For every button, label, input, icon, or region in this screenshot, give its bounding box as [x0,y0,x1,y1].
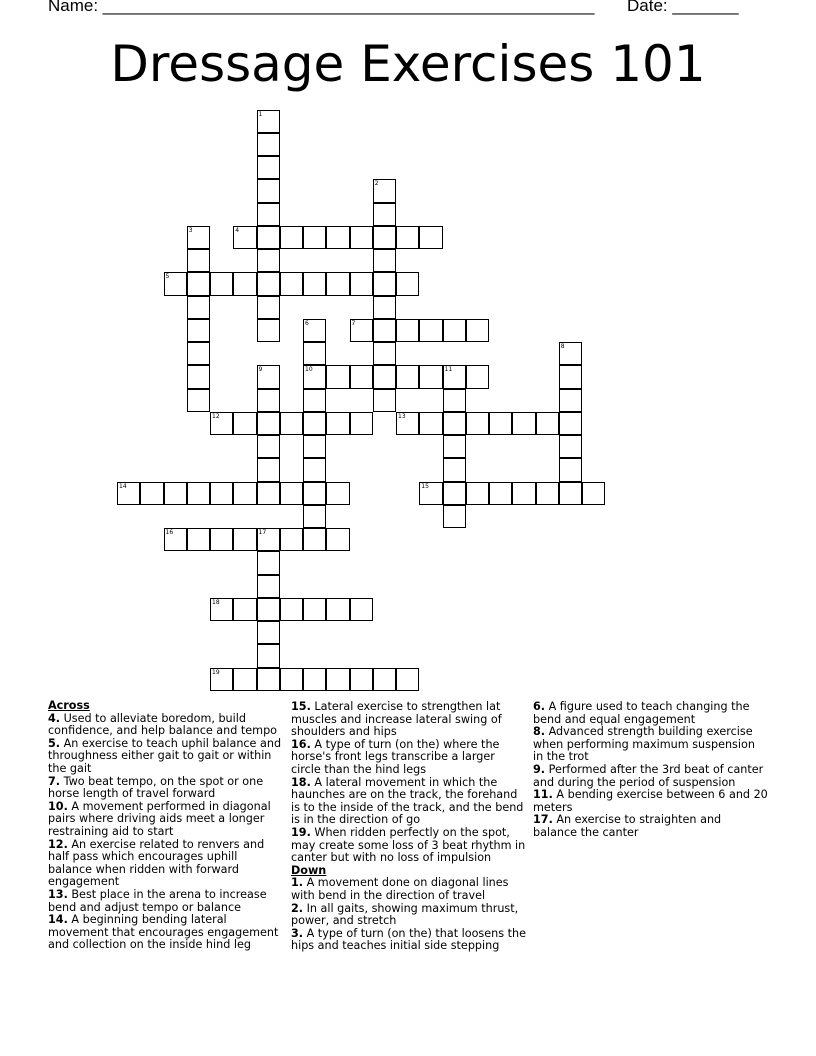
clue-number: 15 [421,482,429,490]
grid-cell[interactable] [350,272,373,295]
grid-cell[interactable] [257,249,280,272]
grid-cell[interactable] [326,668,349,691]
grid-cell[interactable] [257,575,280,598]
grid-cell[interactable] [536,482,559,505]
grid-cell[interactable] [326,365,349,388]
grid-cell[interactable] [373,203,396,226]
clue-down-2: 2. In all gaits, showing maximum thrust, power, and stretch [291,901,519,928]
clue-across-7: 7. Two beat tempo, on the spot or one horse length of travel forward [48,774,264,801]
clue-number: 7 [351,319,356,327]
grid-cell[interactable] [303,668,326,691]
grid-cell[interactable] [559,435,582,458]
grid-cell[interactable] [326,482,349,505]
grid-cell[interactable] [419,482,442,505]
grid-cell[interactable] [257,482,280,505]
grid-cell[interactable] [559,482,582,505]
grid-cell[interactable] [373,342,396,365]
grid-cell[interactable] [233,482,256,505]
grid-cell[interactable] [164,528,187,551]
grid-cell[interactable] [396,412,419,435]
grid-cell[interactable] [443,365,466,388]
grid-cell[interactable] [257,133,280,156]
grid-cell[interactable] [187,342,210,365]
grid-cell[interactable] [280,528,303,551]
grid-cell[interactable] [280,482,303,505]
clue-number: 19 [212,668,220,676]
grid-cell[interactable] [257,435,280,458]
grid-cell[interactable] [257,296,280,319]
grid-cell[interactable] [164,272,187,295]
grid-cell[interactable] [257,412,280,435]
grid-cell[interactable] [257,272,280,295]
grid-cell[interactable] [443,389,466,412]
page-title: Dressage Exercises 101 [110,35,706,93]
grid-cell[interactable] [257,389,280,412]
grid-cell[interactable] [466,482,489,505]
clue-down-6: 6. A figure used to teach changing the bend and equal engagement [533,700,750,726]
grid-cell[interactable] [210,528,233,551]
grid-cell[interactable] [187,482,210,505]
clue-across-13: 13. Best place in the arena to increase bend and adjust tempo or balance [48,887,267,914]
grid-cell[interactable] [210,668,233,691]
grid-cell[interactable] [373,365,396,388]
grid-cell[interactable] [373,668,396,691]
clue-across-19: 19. When ridden perfectly on the spot, may create some loss of 3 beat rhythm in canter but with no loss of impulsion [291,825,526,865]
grid-cell[interactable] [350,226,373,249]
grid-cell[interactable] [512,482,535,505]
grid-cell[interactable] [373,179,396,202]
grid-cell[interactable] [233,528,256,551]
grid-cell[interactable] [373,319,396,342]
grid-cell[interactable] [536,412,559,435]
grid-cell[interactable] [280,226,303,249]
clue-number: 18 [212,598,220,606]
clue-across-4: 4. Used to alleviate boredom, build confidence, and help balance and tempo [48,711,278,738]
clue-across-18: 18. A lateral movement in which the haunches are on the track, the forehand is to the inside of the track, and the bend is in the direction of go [291,775,524,827]
grid-cell[interactable] [233,272,256,295]
grid-cell[interactable] [373,249,396,272]
grid-cell[interactable] [373,296,396,319]
grid-cell[interactable] [280,412,303,435]
grid-cell[interactable] [326,528,349,551]
clue-number: 2 [374,180,379,188]
clue-number: 10 [305,366,313,374]
clue-down-9: 9. Performed after the 3rd beat of canter and during the period of suspension [533,762,764,789]
grid-cell[interactable] [489,482,512,505]
grid-cell[interactable] [233,668,256,691]
grid-cell[interactable] [373,272,396,295]
grid-cell[interactable] [559,458,582,481]
clue-number: 12 [212,412,220,420]
grid-cell[interactable] [443,458,466,481]
grid-cell[interactable] [117,482,140,505]
grid-cell[interactable] [326,412,349,435]
grid-cell[interactable] [396,365,419,388]
grid-cell[interactable] [443,435,466,458]
clue-number: 6 [305,319,309,327]
grid-cell[interactable] [350,668,373,691]
grid-cell[interactable] [257,203,280,226]
grid-cell[interactable] [466,319,489,342]
grid-cell[interactable] [419,319,442,342]
grid-cell[interactable] [396,319,419,342]
clue-down-17: 17. An exercise to straighten and balance the canter [533,813,722,839]
clue-number: 1 [258,110,263,118]
clue-down-8: 8. Advanced strength building exercise when performing maximum suspension in the trot [533,725,755,764]
grid-cell[interactable] [419,365,442,388]
grid-cell[interactable] [303,272,326,295]
grid-cell[interactable] [257,365,280,388]
grid-cell[interactable] [559,412,582,435]
grid-cell[interactable] [350,365,373,388]
grid-cell[interactable] [257,156,280,179]
clue-across-15: 15. Lateral exercise to strengthen lat muscles and increase lateral swing of shoulders and hips [291,700,502,739]
grid-cell[interactable] [350,319,373,342]
grid-cell[interactable] [326,598,349,621]
grid-cell[interactable] [350,598,373,621]
clue-down-11: 11. A bending exercise between 6 and 20 meters [533,788,768,814]
grid-cell[interactable] [326,226,349,249]
grid-cell[interactable] [187,226,210,249]
grid-cell[interactable] [466,412,489,435]
grid-cell[interactable] [582,482,605,505]
clue-across-5: 5. An exercise to teach uphil balance and throughness either gait to gait or within the gait [48,736,282,775]
grid-cell[interactable] [210,482,233,505]
grid-cell[interactable] [140,482,163,505]
grid-cell[interactable] [443,319,466,342]
grid-cell[interactable] [210,272,233,295]
grid-cell[interactable] [396,272,419,295]
grid-cell[interactable] [303,505,326,528]
grid-cell[interactable] [350,412,373,435]
grid-cell[interactable] [187,319,210,342]
down-heading: Down [291,863,327,877]
grid-cell[interactable] [187,389,210,412]
grid-cell[interactable] [257,644,280,667]
clue-number: 3 [188,226,193,234]
grid-cell[interactable] [210,598,233,621]
grid-cell[interactable] [489,412,512,435]
grid-cell[interactable] [210,412,233,435]
grid-cell[interactable] [443,412,466,435]
clue-across-12: 12. An exercise related to renvers and half pass which encourages uphill balance when ridden with forward engagement [48,837,265,889]
grid-cell[interactable] [373,389,396,412]
grid-cell[interactable] [257,621,280,644]
grid-cell[interactable] [559,365,582,388]
grid-cell[interactable] [187,365,210,388]
grid-cell[interactable] [512,412,535,435]
grid-cell[interactable] [257,528,280,551]
clue-number: 5 [165,273,170,281]
grid-cell[interactable] [443,505,466,528]
grid-cell[interactable] [443,482,466,505]
grid-cell[interactable] [257,319,280,342]
clues-column-2 [291,701,526,953]
grid-cell[interactable] [257,110,280,133]
grid-cell[interactable] [233,226,256,249]
clues-column-1 [48,700,283,952]
grid-cell[interactable] [303,528,326,551]
clue-across-10: 10. A movement performed in diagonal pairs where driving aids meet a longer restraining aid to start [48,799,271,838]
grid-cell[interactable] [419,226,442,249]
grid-cell[interactable] [326,272,349,295]
clue-number: 9 [258,366,263,374]
grid-cell[interactable] [396,226,419,249]
grid-cell[interactable] [280,668,303,691]
clue-number: 14 [119,482,127,490]
grid-cell[interactable] [303,598,326,621]
grid-cell[interactable] [303,226,326,249]
date-field-label: Date: _______ [627,0,739,15]
grid-cell[interactable] [303,342,326,365]
grid-cell[interactable] [466,365,489,388]
grid-cell[interactable] [419,412,442,435]
grid-cell[interactable] [233,412,256,435]
clue-number: 8 [560,343,565,350]
grid-cell[interactable] [373,226,396,249]
grid-cell[interactable] [303,389,326,412]
grid-cell[interactable] [187,528,210,551]
grid-cell[interactable] [257,668,280,691]
grid-cell[interactable] [303,319,326,342]
grid-cell[interactable] [233,598,256,621]
grid-cell[interactable] [280,598,303,621]
grid-cell[interactable] [303,435,326,458]
clue-number: 17 [258,529,267,536]
grid-cell[interactable] [559,389,582,412]
clue-across-14: 14. A beginning bending lateral movement that encourages engagement and collection on the inside hind leg [48,913,279,952]
clue-down-1: 1. A movement done on diagonal lines with bend in the direction of travel [291,876,509,902]
grid-cell[interactable] [303,412,326,435]
grid-cell[interactable] [559,342,582,365]
grid-cell[interactable] [396,668,419,691]
grid-cell[interactable] [280,272,303,295]
clue-number: 16 [165,529,174,536]
clue-number: 11 [444,366,453,374]
clue-number: 13 [398,412,406,420]
clue-down-3: 3. A type of turn (on the) that loosens the hips and teaches initial side stepping [291,926,526,953]
grid-cell[interactable] [257,551,280,574]
grid-cell[interactable] [187,272,210,295]
clue-across-16: 16. A type of turn (on the) where the horse's front legs transcribe a larger circle than the hind legs [291,737,500,776]
clue-number: 4 [235,226,240,234]
grid-cell[interactable] [257,458,280,481]
across-heading: Across [48,699,90,712]
grid-cell[interactable] [187,249,210,272]
grid-cell[interactable] [257,226,280,249]
grid-cell[interactable] [257,179,280,202]
clues-column-3 [533,701,768,840]
name-field-label: Name: ____________________________________________________ [48,0,595,15]
grid-cell[interactable] [257,598,280,621]
grid-cell[interactable] [303,365,326,388]
grid-cell[interactable] [164,482,187,505]
grid-cell[interactable] [187,296,210,319]
grid-cell[interactable] [303,458,326,481]
grid-cell[interactable] [303,482,326,505]
